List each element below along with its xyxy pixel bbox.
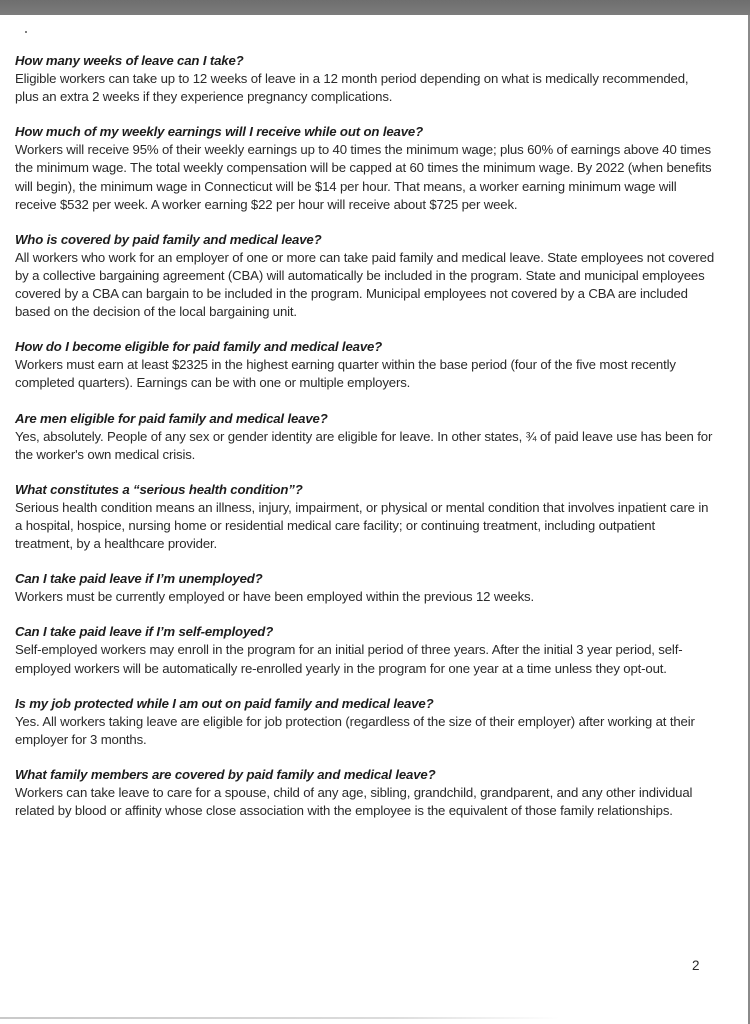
scan-speck [25,31,27,33]
faq-answer: Workers can take leave to care for a spouse, child of any age, sibling, grandchild, grandparent, and any other individual related by blood or affinity whose close association with the employee is the equivalent of those family relationships. [15,785,693,819]
faq-item-who-is-covered [15,231,715,321]
faq-answer: Workers must earn at least $2325 in the highest earning quarter within the base period (four of the five most recently completed quarters). Earnings can be with one or multiple employers. [15,357,676,391]
faq-answer: Workers will receive 95% of their weekly earnings up to 40 times the minimum wage; plus 60% of earnings above 40 times the minimum wage. The total weekly compensation will be capped at 60 times the minimum wage. By 2022 (when benefits will begin), the minimum wage in Connecticut will be $14 per hour. That means, a worker earning minimum wage will receive $532 per week. A worker earning $22 per hour will receive about $725 per week. [15,142,712,212]
faq-question: Is my job protected while I am out on paid family and medical leave? [15,695,434,711]
faq-answer: Workers must be currently employed or have been employed within the previous 12 weeks. [15,589,535,605]
faq-item-serious-health-condition [15,481,715,553]
scan-bottom-edge [0,1017,560,1019]
faq-question: Are men eligible for paid family and medical leave? [15,410,328,426]
faq-item-leave-duration [15,52,715,106]
faq-answer: Eligible workers can take up to 12 weeks of leave in a 12 month period depending on what is medically recommended, plus an extra 2 weeks if they experience pregnancy complications. [15,71,689,105]
faq-answer: Serious health condition means an illness, injury, impairment, or physical or mental condition that involves inpatient care in a hospital, hospice, nursing home or residential medical care facility; or continuing treatment, including outpatient treatment, by a healthcare provider. [15,499,709,552]
faq-item-unemployed [15,570,715,606]
faq-question: Can I take paid leave if I’m unemployed? [15,571,263,587]
faq-item-self-employed [15,623,715,677]
document-page [15,52,715,837]
scan-top-border [0,0,750,15]
faq-question: What family members are covered by paid family and medical leave? [15,766,436,782]
faq-item-men-eligible [15,410,715,464]
faq-answer: Self-employed workers may enroll in the program for an initial period of three years. After the initial 3 year period, self-employed workers will be automatically re-enrolled yearly in the program for one year at a time unless they opt-out. [15,642,683,676]
faq-question: How do I become eligible for paid family and medical leave? [15,339,383,355]
faq-item-weekly-earnings [15,123,715,213]
faq-answer: Yes. All workers taking leave are eligible for job protection (regardless of the size of their employer) after working at their employer for 3 months. [15,713,695,747]
faq-question: What constitutes a “serious health condition”? [15,481,303,497]
page-number: 2 [692,958,700,973]
faq-question: How much of my weekly earnings will I receive while out on leave? [15,124,423,140]
faq-item-eligibility [15,338,715,392]
faq-question: How many weeks of leave can I take? [15,53,244,68]
faq-answer: All workers who work for an employer of one or more can take paid family and medical leave. State employees not covered by a collective bargaining agreement (CBA) will automatically be included in the program. State and municipal employees covered by a CBA can bargain to be included in the program. Municipal employees not covered by a CBA are included based on the decision of the local bargaining unit. [15,249,715,320]
faq-answer: Yes, absolutely. People of any sex or gender identity are eligible for leave. In other states, ¾ of paid leave use has been for the worker's own medical crisis. [15,428,713,462]
faq-question: Can I take paid leave if I’m self-employed? [15,624,274,640]
faq-question: Who is covered by paid family and medical leave? [15,231,322,247]
faq-item-family-members [15,766,715,820]
faq-item-job-protection [15,695,715,749]
